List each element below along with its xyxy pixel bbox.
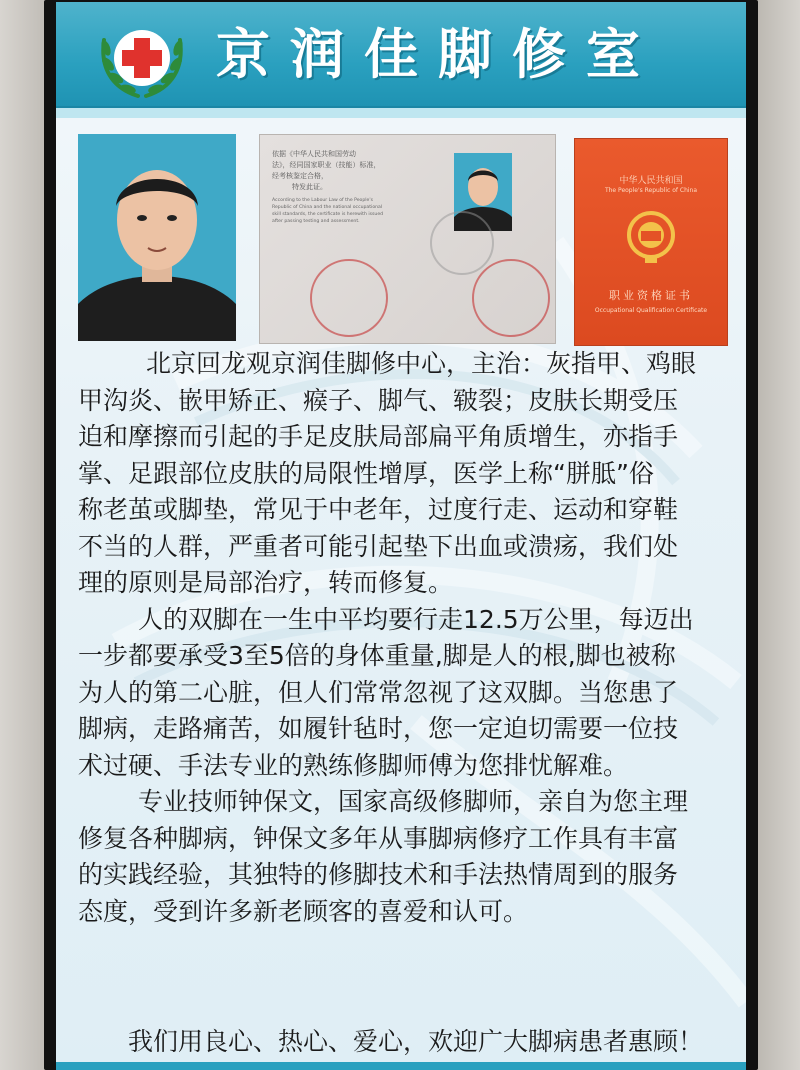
header-stripe (56, 106, 746, 118)
booklet-country-en: The People's Republic of China (604, 187, 698, 194)
text-line: 修复各种脚病，钟保文多年从事脚病修疗工作具有丰富 (78, 823, 679, 853)
paragraph-technician (78, 784, 738, 930)
header-banner (56, 2, 746, 106)
text-line: 脚病，走路痛苦，如履针毡时，您一定迫切需要一位技 (78, 714, 679, 743)
text-line: 迫和摩擦而引起的手足皮肤局部扁平角质增生，亦指手 (78, 422, 679, 451)
text-line: 人的双脚在一生中平均要行走12.5万公里，每迈出 (138, 604, 694, 634)
page-title: 京润佳脚修室 (216, 23, 660, 86)
bottom-bar (56, 1062, 746, 1070)
paragraph-feet (78, 602, 738, 785)
red-seal (472, 259, 550, 337)
booklet-country-cn: 中华人民共和国 (619, 176, 683, 186)
national-emblem-icon (625, 207, 677, 267)
cert-en-line: Republic of China and the national occupational (272, 205, 383, 210)
text-line: 一步都要承受3至5倍的身体重量,脚是人的根,脚也被称 (78, 641, 676, 670)
red-cross-laurel-icon (94, 14, 190, 104)
text-line: 为人的第二心脏，但人们常常忽视了这双脚。当您患了 (78, 677, 679, 707)
text-line: 术过硬、手法专业的熟练修脚师傅为您排忧解难。 (78, 750, 629, 780)
cert-en-line: after passing testing and assessment. (272, 219, 360, 224)
description-text (78, 346, 738, 930)
red-seal (310, 259, 388, 337)
cert-cn-line: 经考核鉴定合格， (272, 172, 328, 180)
embossed-seal (430, 211, 494, 275)
booklet-title: 职业资格证书 (609, 289, 693, 302)
cert-en-line: According to the Labour Law of the People's (272, 198, 374, 203)
technician-photo (78, 134, 236, 341)
paragraph-intro (78, 346, 738, 602)
cert-cn-line: 特发此证。 (292, 183, 327, 191)
certificate-booklet-cover (574, 138, 728, 346)
text-line: 专业技师钟保文，国家高级修脚师，亲自为您主理 (138, 787, 689, 816)
closing-slogan: 我们用良心、热心、爱心，欢迎广大脚病患者惠顾！ (128, 1027, 704, 1056)
poster (56, 2, 746, 1070)
qualification-certificate-page (259, 134, 556, 344)
text-line: 北京回龙观京润佳脚修中心，主治：灰指甲、鸡眼 (146, 349, 697, 378)
wall-right (752, 0, 800, 1070)
text-line: 称老茧或脚垫，常见于中老年，过度行走、运动和穿鞋 (78, 495, 679, 524)
cert-cn-line: 法》，经同国家职业（技能）标准， (272, 161, 381, 169)
cert-en-line: skill standards, the certificate is herewith issued (272, 212, 384, 217)
text-line: 理的原则是局部治疗，转而修复。 (78, 568, 454, 597)
text-line: 的实践经验，其独特的修脚技术和手法热情周到的服务 (78, 860, 679, 889)
booklet-subtitle: Occupational Qualification Certificate (594, 307, 708, 314)
text-line: 不当的人群，严重者可能引起垫下出血或溃疡，我们处 (78, 531, 679, 561)
text-line: 甲沟炎、嵌甲矫正、瘊子、脚气、皲裂；皮肤长期受压 (78, 385, 679, 415)
cert-cn-line: 依据《中华人民共和国劳动 (272, 150, 356, 158)
text-line: 态度，受到许多新老顾客的喜爱和认可。 (78, 896, 529, 926)
portrait-image (78, 134, 236, 341)
text-line: 掌、足跟部位皮肤的局限性增厚，医学上称“胼胝”俗 (78, 458, 654, 488)
